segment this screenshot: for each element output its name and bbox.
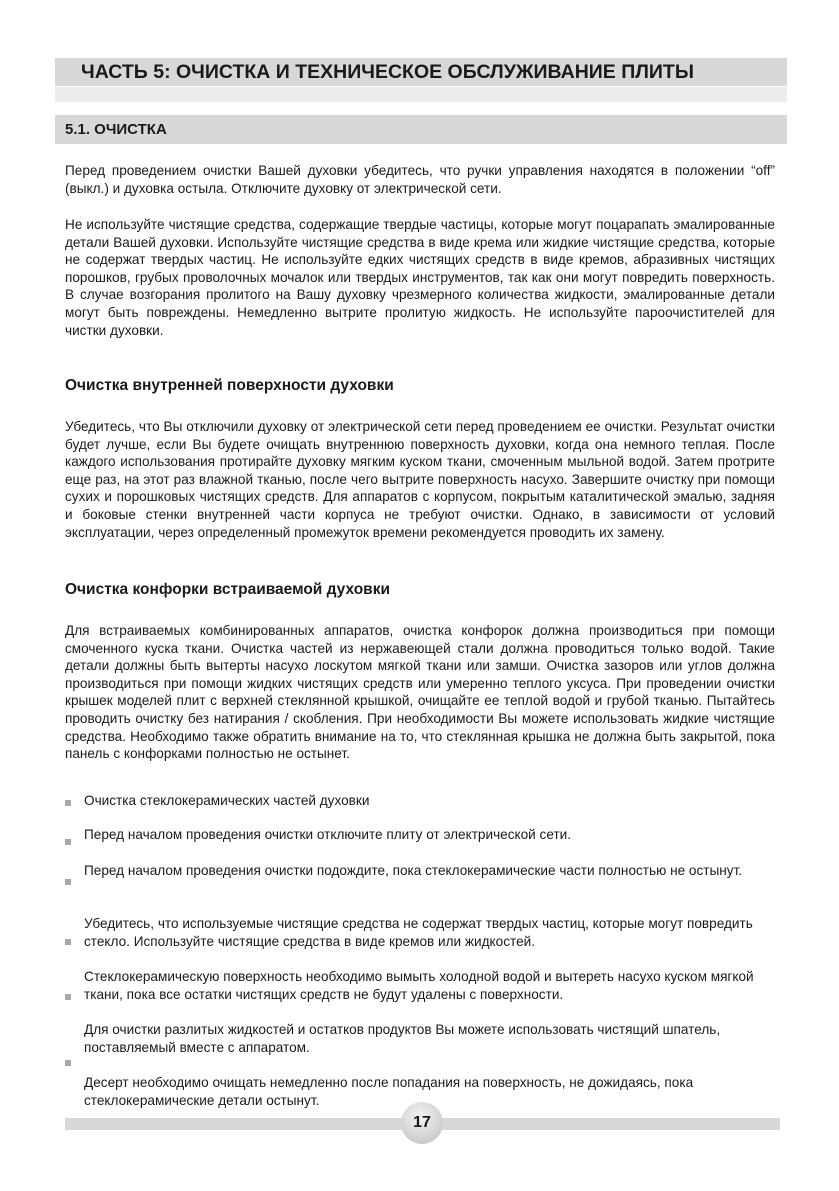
- bullet-square-icon: [65, 839, 71, 845]
- section-header-bar: [55, 115, 787, 144]
- subsection-heading-oven-interior: Очистка внутренней поверхности духовки: [65, 377, 394, 394]
- paragraph-text: Не используйте чистящие средства, содержащие твердые частицы, которые могут поцарапать эмалированные детали Вашей духовки. Используйте чистящие средства в виде крема или жидкие чистящие средства, которые не содержат твердых частиц. Не используйте едких чистящих средств в виде кремов, абразивных чистящих порошков, грубых проволочных мочалок или твердых инструментов, так как они могут повредить поверхность. В случае возгорания пролитого на Вашу духовку чрезмерного количества жидкости, эмалированные детали могут быть повреждены. Немедленно вытрите пролитую жидкость. Не используйте пароочистителей для чистки духовки.: [65, 217, 775, 338]
- section-title: 5.1. ОЧИСТКА: [65, 121, 167, 138]
- bullet-square-icon: [65, 994, 71, 1000]
- chapter-header-bar: [55, 58, 787, 86]
- subsection-text-oven-interior: [65, 418, 775, 541]
- bullet-square-icon: [65, 879, 71, 885]
- paragraph-text: Убедитесь, что Вы отключили духовку от электрической сети перед проведением ее очистки. Результат очистки будет лучше, если Вы будете очищать внутреннюю поверхность духовки, когда она немного теплая. После каждого использования протирайте духовку мягким куском ткани, смоченным мыльной водой. Затем протрите еще раз, на этот раз влажной тканью, после чего вытрите поверхность насухо. Завершите очистку при помощи сухих и порошковых чистящих средств. Для аппаратов с корпусом, покрытым каталитической эмалью, задняя и боковые стенки внутренней части корпуса не требуют очистки. Однако, в зависимости от условий эксплуатации, через определенный промежуток времени рекомендуется проводить их замену.: [65, 419, 775, 540]
- intro-paragraph-1: [65, 162, 775, 197]
- bullet-square-icon: [65, 1060, 71, 1066]
- intro-paragraph-2: [65, 216, 775, 339]
- bullet-square-icon: [65, 800, 71, 806]
- paragraph-text: Перед проведением очистки Вашей духовки убедитесь, что ручки управления находятся в положении “off” (выкл.) и духовка остыла. Отключите духовку от электрической сети.: [65, 163, 775, 196]
- subsection-text-hob: [65, 622, 775, 763]
- paragraph-text: Для встраиваемых комбинированных аппаратов, очистка конфорок должна производиться при помощи смоченного куска ткани. Очистка частей из нержавеющей стали должна проводиться только водой. Такие детали должны быть вытерты насухо лоскутом мягкой ткани или замши. Очистка зазоров или углов должна производиться при помощи жидких чистящих средств или умеренно теплого уксуса. При проведении очистки крышек моделей плит с верхней стеклянной крышкой, очищайте ее теплой водой и грубой тканью. Пытайтесь проводить очистку без натирания / скобления. При необходимости Вы можете использовать жидкие чистящие средства. Необходимо также обратить внимание на то, что стеклянная крышка не должна быть закрытой, пока панель с конфорками полностью не остынет.: [65, 623, 775, 762]
- bullet-square-icon: [65, 939, 71, 945]
- subsection-heading-hob: Очистка конфорки встраиваемой духовки: [65, 581, 391, 598]
- chapter-header-underbar: [55, 87, 787, 102]
- page-number: 17: [401, 1102, 443, 1144]
- chapter-title: ЧАСТЬ 5: ОЧИСТКА И ТЕХНИЧЕСКОЕ ОБСЛУЖИВАНИЕ ПЛИТЫ: [81, 61, 694, 83]
